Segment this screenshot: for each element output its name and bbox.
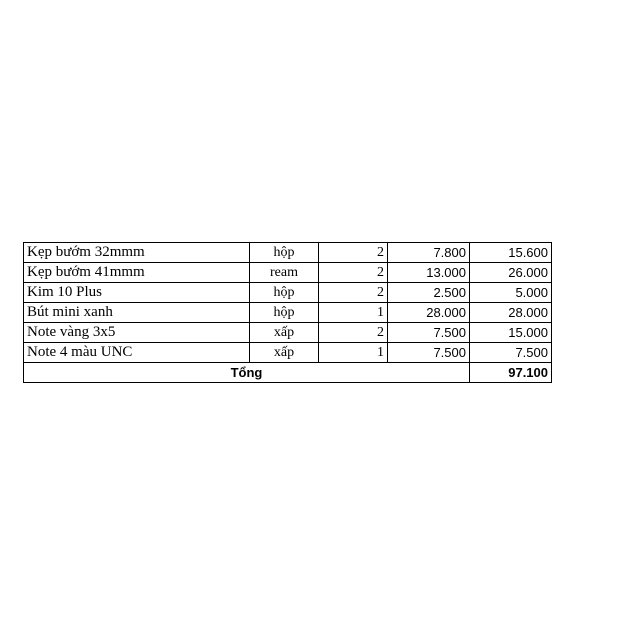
- item-unit-cell: ream: [250, 263, 319, 283]
- item-quantity-cell: 1: [319, 343, 388, 363]
- item-unit-cell: hộp: [250, 303, 319, 323]
- item-name-cell: Note vàng 3x5: [24, 323, 250, 343]
- item-name-cell: Kẹp bướm 32mmm: [24, 243, 250, 263]
- item-unit-cell: hộp: [250, 243, 319, 263]
- item-price-cell: 2.500: [388, 283, 470, 303]
- item-amount-cell: 15.600: [470, 243, 552, 263]
- item-name-cell: Note 4 màu UNC: [24, 343, 250, 363]
- item-price-cell: 7.500: [388, 323, 470, 343]
- item-unit-cell: hộp: [250, 283, 319, 303]
- item-price-cell: 28.000: [388, 303, 470, 323]
- item-price-cell: 13.000: [388, 263, 470, 283]
- item-name-cell: Kẹp bướm 41mmm: [24, 263, 250, 283]
- item-quantity-cell: 2: [319, 243, 388, 263]
- item-amount-cell: 15.000: [470, 323, 552, 343]
- item-quantity-cell: 1: [319, 303, 388, 323]
- item-name-cell: Bút mini xanh: [24, 303, 250, 323]
- item-amount-cell: 28.000: [470, 303, 552, 323]
- item-price-cell: 7.800: [388, 243, 470, 263]
- item-amount-cell: 5.000: [470, 283, 552, 303]
- item-name-cell: Kim 10 Plus: [24, 283, 250, 303]
- item-quantity-cell: 2: [319, 263, 388, 283]
- total-label: Tổng: [24, 363, 470, 383]
- item-unit-cell: xấp: [250, 323, 319, 343]
- item-price-cell: 7.500: [388, 343, 470, 363]
- invoice-table: [23, 242, 552, 383]
- table-row: [24, 243, 552, 263]
- item-unit-cell: xấp: [250, 343, 319, 363]
- item-amount-cell: 26.000: [470, 263, 552, 283]
- table-row: [24, 323, 552, 343]
- table-row: [24, 303, 552, 323]
- item-amount-cell: 7.500: [470, 343, 552, 363]
- table-row: [24, 263, 552, 283]
- item-quantity-cell: 2: [319, 323, 388, 343]
- table-row: [24, 283, 552, 303]
- table-row: [24, 343, 552, 363]
- item-quantity-cell: 2: [319, 283, 388, 303]
- total-value: 97.100: [470, 363, 552, 383]
- total-row: [24, 363, 552, 383]
